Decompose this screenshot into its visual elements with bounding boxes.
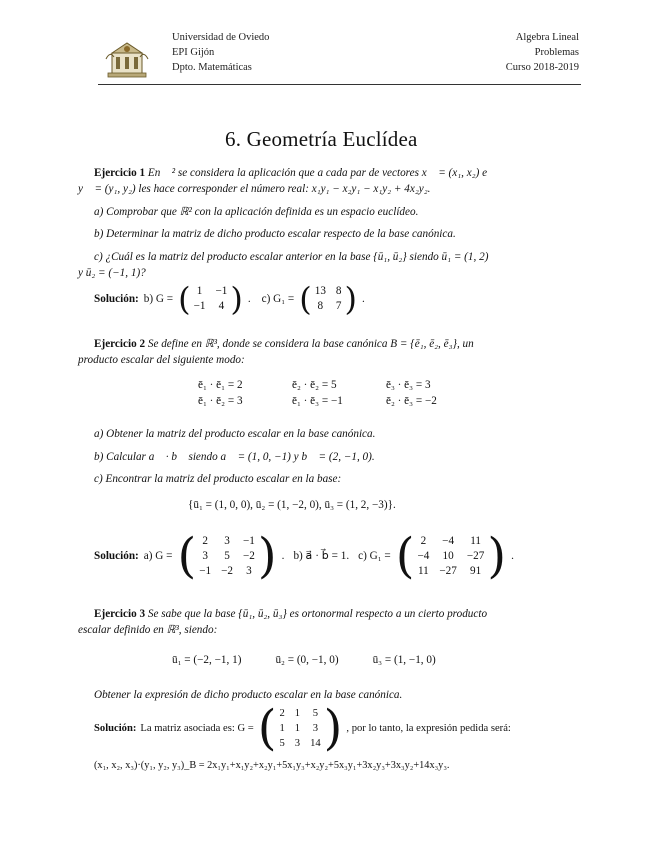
ex3-line1	[94, 607, 487, 622]
ex2-G1-cell-0-0: 2	[420, 535, 427, 547]
ex1-G1-cell-0-1: 8	[335, 285, 342, 297]
ex1-sol-b-text: b) G =	[143, 292, 174, 305]
ex2-G1-cell-2-1: −27	[439, 565, 457, 577]
ex2-G1-cell-0-1: −4	[442, 535, 455, 547]
product-e1e1: ē₁ · ē₁ = 2	[198, 379, 243, 391]
ex1-G1-cell-1-1: 7	[335, 300, 342, 312]
ex2-G1-cell-1-2: −27	[466, 550, 485, 562]
ex1-matrix-G1: ( 13 8 8 7 )	[299, 279, 357, 318]
ex2-G-cell-0-0: 2	[202, 535, 208, 547]
ex3-G-cell-0-1: 1	[294, 708, 301, 719]
ex3-task: Obtener la expresión de dicho producto escalar en la base canónica.	[94, 689, 403, 701]
ex3-G-cell-0-0: 2	[279, 708, 285, 719]
ex3-G-cell-1-0: 1	[279, 723, 285, 734]
ex1-statement: En ℝ² se considera la aplicación que a cada par de vectores x⃗ = (x₁, x₂) e	[147, 167, 488, 179]
ex2-G-cell-2-0: −1	[199, 565, 212, 577]
ex2-G-cell-1-0: 3	[202, 550, 208, 562]
header-course: Algebra Lineal	[515, 32, 579, 43]
header-year: Curso 2018-2019	[505, 62, 579, 73]
ex1-line2: y⃗ = (y₁, y₂) les hace corresponder el número real: x₁y₁ − x₂y₁ − x₁y₂ + 4x₂y₂.	[78, 183, 431, 195]
ex1-sol-c-text: c) G₁ =	[261, 292, 295, 305]
ex1-G-cell-0-1: −1	[215, 285, 228, 297]
ex3-statement: Se sabe que la base {ū₁, ū₂, ū₃} es ortonormal respecto a un cierto producto	[147, 608, 488, 620]
ex2-sol-c-text: c) G₁ =	[358, 550, 391, 562]
ex1-line1	[94, 166, 487, 181]
ex3-matrix-G: ( 2 1 5 1 1 3 5 3 14 )	[257, 700, 343, 756]
chapter-title: 6. Geometría Euclídea	[225, 127, 418, 151]
ex3-vector-u2: ū₂ = (0, −1, 0)	[275, 654, 339, 666]
ex1-G1-cell-1-0: 8	[317, 300, 324, 312]
ex2-matrix-G1: ( 2 −4 11 −4 10 −27 11 −27 91 )	[395, 528, 507, 584]
ex2-G1-cell-1-1: 10	[442, 550, 454, 562]
ex1-part-c-line2: y ū₂ = (−1, 1)?	[78, 267, 146, 279]
ex3-G-cell-2-0: 5	[279, 738, 285, 749]
ex2-part-a: a) Obtener la matriz del producto escalar en la base canónica.	[94, 428, 376, 440]
ex2-G1-cell-2-0: 11	[418, 565, 429, 577]
ex3-sol-after: , por lo tanto, la expresión pedida será:	[346, 723, 511, 734]
ex3-G-cell-1-2: 3	[312, 723, 318, 734]
ex3-vector-u3: ū₃ = (1, −1, 0)	[372, 654, 436, 666]
ex3-G-cell-0-2: 5	[312, 708, 318, 719]
ex2-sol-b-text: b) a⃗ · b⃗ = 1.	[293, 550, 350, 562]
ex2-solution: Solución: a) G = ( 2 3 −1 3 5 −2 −1 −2 3 ) . b) a⃗ · b⃗ = 1. c) G₁ = ( 2 −4 11 −4 10 −27 11 −27 91 ) .	[94, 528, 514, 584]
ex2-matrix-G: ( 2 3 −1 3 5 −2 −1 −2 3 )	[177, 528, 277, 584]
product-e2e3: ē₂ · ē₃ = −2	[386, 395, 437, 407]
ex2-part-b: b) Calcular a⃗ · b⃗ siendo a⃗ = (1, 0, −1) y b⃗ = (2, −1, 0).	[94, 451, 375, 463]
product-e1e2: ē₁ · ē₂ = 3	[198, 395, 243, 407]
ex2-part-c: c) Encontrar la matriz del producto escalar en la base:	[94, 473, 342, 485]
ex1-G1-cell-0-0: 13	[314, 285, 326, 297]
university-seal-icon	[104, 39, 150, 79]
ex3-G-cell-1-1: 1	[294, 723, 301, 734]
ex3-label: Ejercicio 3	[94, 608, 146, 620]
ex3-G-cell-2-1: 3	[294, 738, 301, 749]
ex3-line2: escalar definido en ℝ³, siendo:	[78, 624, 218, 636]
ex1-part-b: b) Determinar la matriz de dicho producto escalar respecto de la base canónica.	[94, 228, 456, 240]
product-e3e3: ē₃ · ē₃ = 3	[386, 379, 431, 391]
ex2-line2: producto escalar del siguiente modo:	[78, 354, 245, 366]
header-rule	[98, 84, 581, 85]
ex3-sol-text: La matriz asociada es: G =	[140, 723, 254, 734]
ex2-G-cell-0-2: −1	[243, 535, 255, 547]
header-department: Dpto. Matemáticas	[172, 62, 252, 73]
ex2-G-cell-1-1: 5	[224, 550, 230, 562]
ex2-G1-cell-0-2: 11	[470, 535, 481, 547]
header-right	[506, 30, 579, 75]
product-e1e3: ē₁ · ē₃ = −1	[292, 395, 343, 407]
ex3-vector-u1: ū₁ = (−2, −1, 1)	[172, 654, 242, 666]
ex1-G-cell-1-0: −1	[193, 300, 206, 312]
ex2-products	[198, 378, 480, 409]
ex1-solution: Solución: b) G = ( 1 −1 −1 4 ) . c) G₁ = ( 13 8 8 7 ) .	[94, 279, 365, 318]
ex1-part-a: a) Comprobar que ℝ² con la aplicación definida es un espacio euclídeo.	[94, 206, 419, 218]
ex3-final-expression: (x₁, x₂, x₃)·(y₁, y₂, y₃)_B = 2x₁y₁+x₁y₂+x₂y₁+5x₁y₃+x₂y₂+5x₃y₁+3x₂y₃+3x₃y₂+14x₃y₃.	[94, 760, 450, 771]
ex2-sol-a-text: a) G =	[143, 550, 173, 562]
ex3-solution-label: Solución:	[94, 723, 137, 734]
ex1-matrix-G: ( 1 −1 −1 4 )	[178, 279, 243, 318]
ex2-G-cell-1-2: −2	[243, 550, 255, 562]
ex2-G-cell-2-1: −2	[221, 565, 233, 577]
ex3-vectors	[172, 653, 436, 668]
ex3-G-cell-2-2: 14	[310, 738, 321, 749]
ex2-G1-cell-1-0: −4	[417, 550, 430, 562]
ex1-G-cell-1-1: 4	[218, 300, 225, 312]
ex2-G1-cell-2-2: 91	[470, 565, 482, 577]
ex1-G-cell-0-0: 1	[196, 285, 203, 297]
header-school: EPI Gijón	[172, 47, 215, 58]
ex2-label: Ejercicio 2	[94, 338, 146, 350]
ex2-basis: {ū₁ = (1, 0, 0), ū₂ = (1, −2, 0), ū₃ = (1, 2, −3)}.	[188, 499, 396, 511]
ex2-G-cell-0-1: 3	[224, 535, 230, 547]
ex3-solution	[94, 700, 511, 756]
ex2-solution-label: Solución:	[94, 550, 139, 562]
header-university: Universidad de Oviedo	[172, 32, 270, 43]
ex1-solution-label: Solución:	[94, 292, 139, 305]
ex1-label: Ejercicio 1	[94, 167, 146, 179]
logo	[104, 39, 150, 79]
header-left	[172, 30, 269, 75]
ex2-G-cell-2-2: 3	[246, 565, 252, 577]
ex1-part-c-line1: c) ¿Cuál es la matriz del producto escalar anterior en la base {ū₁, ū₂} siendo ū₁ = (1, 2)	[94, 251, 489, 263]
header-type: Problemas	[534, 47, 579, 58]
ex2-statement: Se define en ℝ³, donde se considera la base canónica B = {ē₁, ē₂, ē₃}, un	[147, 338, 474, 350]
ex2-line1	[94, 337, 474, 352]
product-e2e2: ē₂ · ē₂ = 5	[292, 379, 337, 391]
